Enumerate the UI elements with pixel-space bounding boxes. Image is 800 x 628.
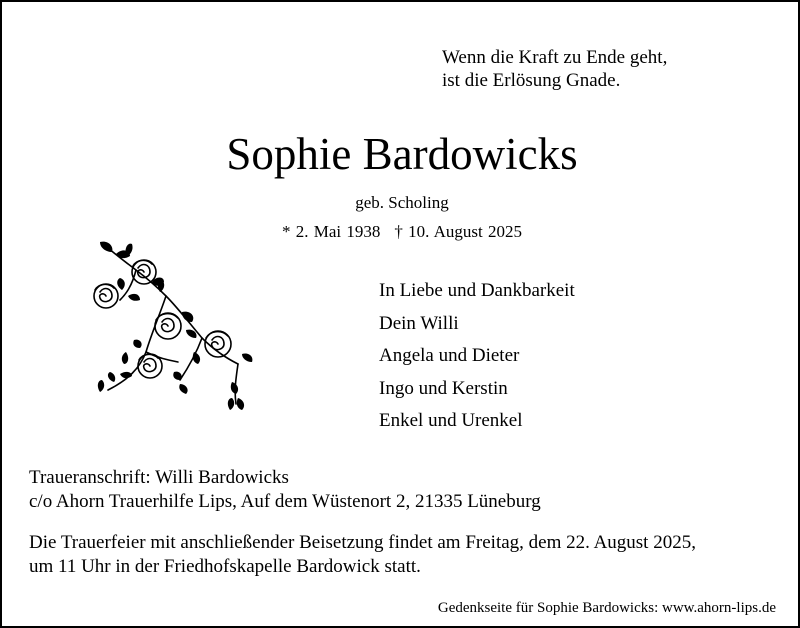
birth-date: * 2. Mai 1938 [281,222,381,241]
mourning-address [29,466,541,514]
birth-name: geb. Scholing [355,193,449,212]
mourner-line: Enkel und Urenkel [379,410,523,431]
mourner-line: Dein Willi [379,312,459,334]
ceremony-line: Die Trauerfeier mit anschließender Beisetzung findet am Freitag, dem 22. August 2025, [29,532,696,553]
quote-line: ist die Erlösung Gnade. [442,70,621,91]
quote-line: Wenn die Kraft zu Ende geht, [442,47,668,68]
roses-icon [86,234,262,416]
memorial-page-link: Gedenkseite für Sophie Bardowicks: www.ahorn-lips.de [437,600,776,616]
mourner-line: Ingo und Kerstin [379,377,508,399]
funeral-info [29,531,696,579]
memorial-quote [442,46,667,92]
deceased-name: Sophie Bardowicks [226,129,578,179]
mourners-list [379,275,575,438]
mourner-line: Angela und Dieter [379,345,520,366]
mourner-line: In Liebe und Dankbarkeit [379,280,575,301]
address-line: Traueranschrift: Willi Bardowicks [29,467,289,488]
death-date: † 10. August 2025 [394,222,523,241]
ceremony-line: um 11 Uhr in der Friedhofskapelle Bardowick statt. [29,556,421,577]
address-line: c/o Ahorn Trauerhilfe Lips, Auf dem Wüstenort 2, 21335 Lüneburg [29,491,541,512]
